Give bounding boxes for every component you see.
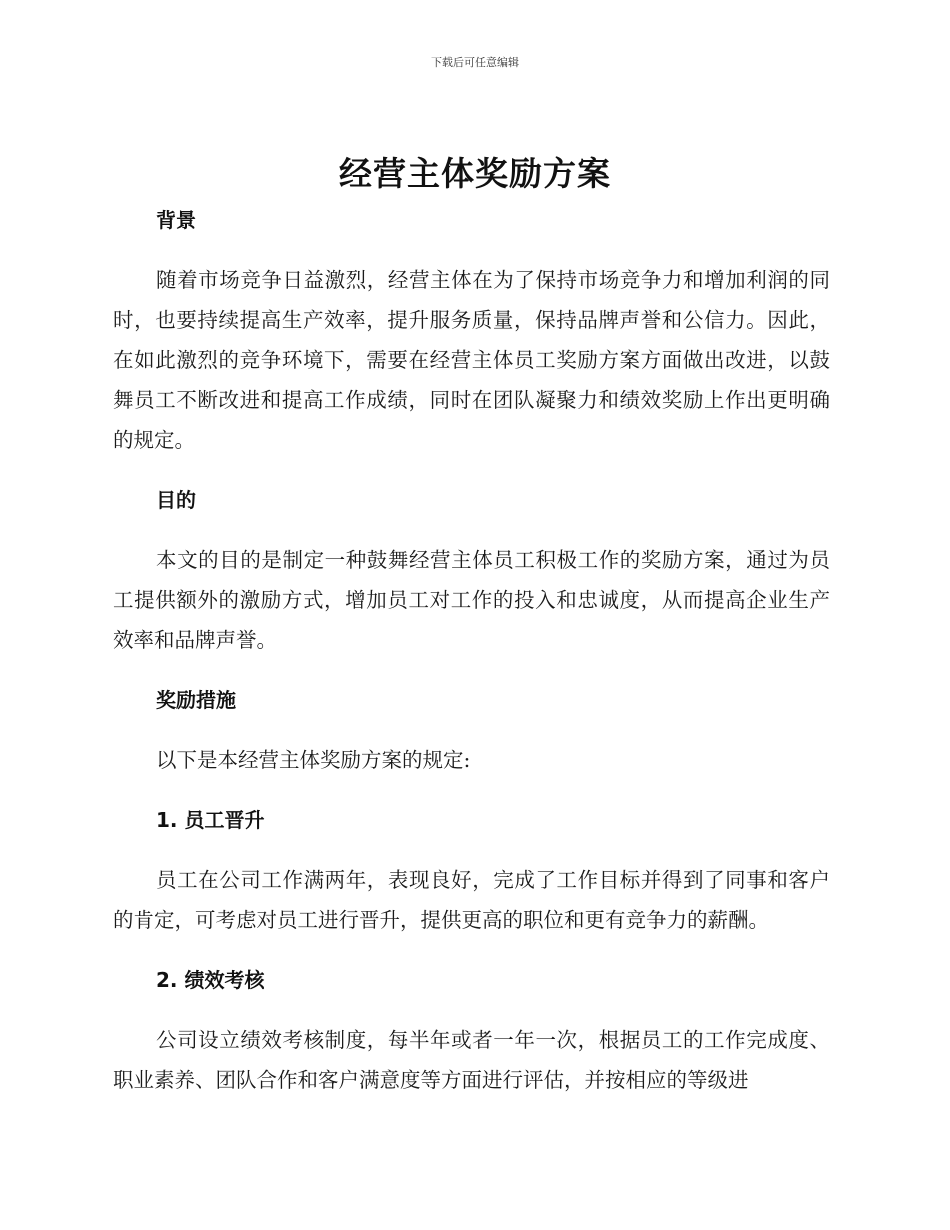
section-paragraph: 以下是本经营主体奖励方案的规定:: [156, 748, 471, 772]
section-employee-promotion: [113, 800, 830, 960]
section-reward-measures: [113, 680, 830, 800]
page-header-note: 下载后可任意编辑: [431, 56, 519, 69]
document-title: 经营主体奖励方案: [339, 154, 611, 193]
section-heading: 1. 员工晋升: [156, 808, 265, 832]
section-background: [113, 200, 830, 480]
document-body: [113, 200, 830, 1100]
section-performance-review: [113, 960, 830, 1100]
section-heading: 奖励措施: [156, 688, 236, 712]
section-heading: 目的: [156, 488, 196, 512]
section-purpose: [113, 480, 830, 680]
section-paragraph: 随着市场竞争日益激烈，经营主体在为了保持市场竞争力和增加利润的同时，也要持续提高生产效率，提升服务质量，保持品牌声誉和公信力。因此，在如此激烈的竞争环境下，需要在经营主体员工奖励方案方面做出改进，以鼓舞员工不断改进和提高工作成绩，同时在团队凝聚力和绩效奖励上作出更明确的规定。: [113, 268, 830, 452]
section-paragraph: 员工在公司工作满两年，表现良好，完成了工作目标并得到了同事和客户的肯定，可考虑对员工进行晋升，提供更高的职位和更有竞争力的薪酬。: [113, 868, 830, 932]
section-paragraph: 公司设立绩效考核制度，每半年或者一年一次，根据员工的工作完成度、职业素养、团队合作和客户满意度等方面进行评估，并按相应的等级进: [113, 1028, 830, 1092]
section-heading: 背景: [156, 208, 196, 232]
section-heading: 2. 绩效考核: [156, 968, 265, 992]
section-paragraph: 本文的目的是制定一种鼓舞经营主体员工积极工作的奖励方案，通过为员工提供额外的激励方式，增加员工对工作的投入和忠诚度，从而提高企业生产效率和品牌声誉。: [113, 548, 830, 652]
